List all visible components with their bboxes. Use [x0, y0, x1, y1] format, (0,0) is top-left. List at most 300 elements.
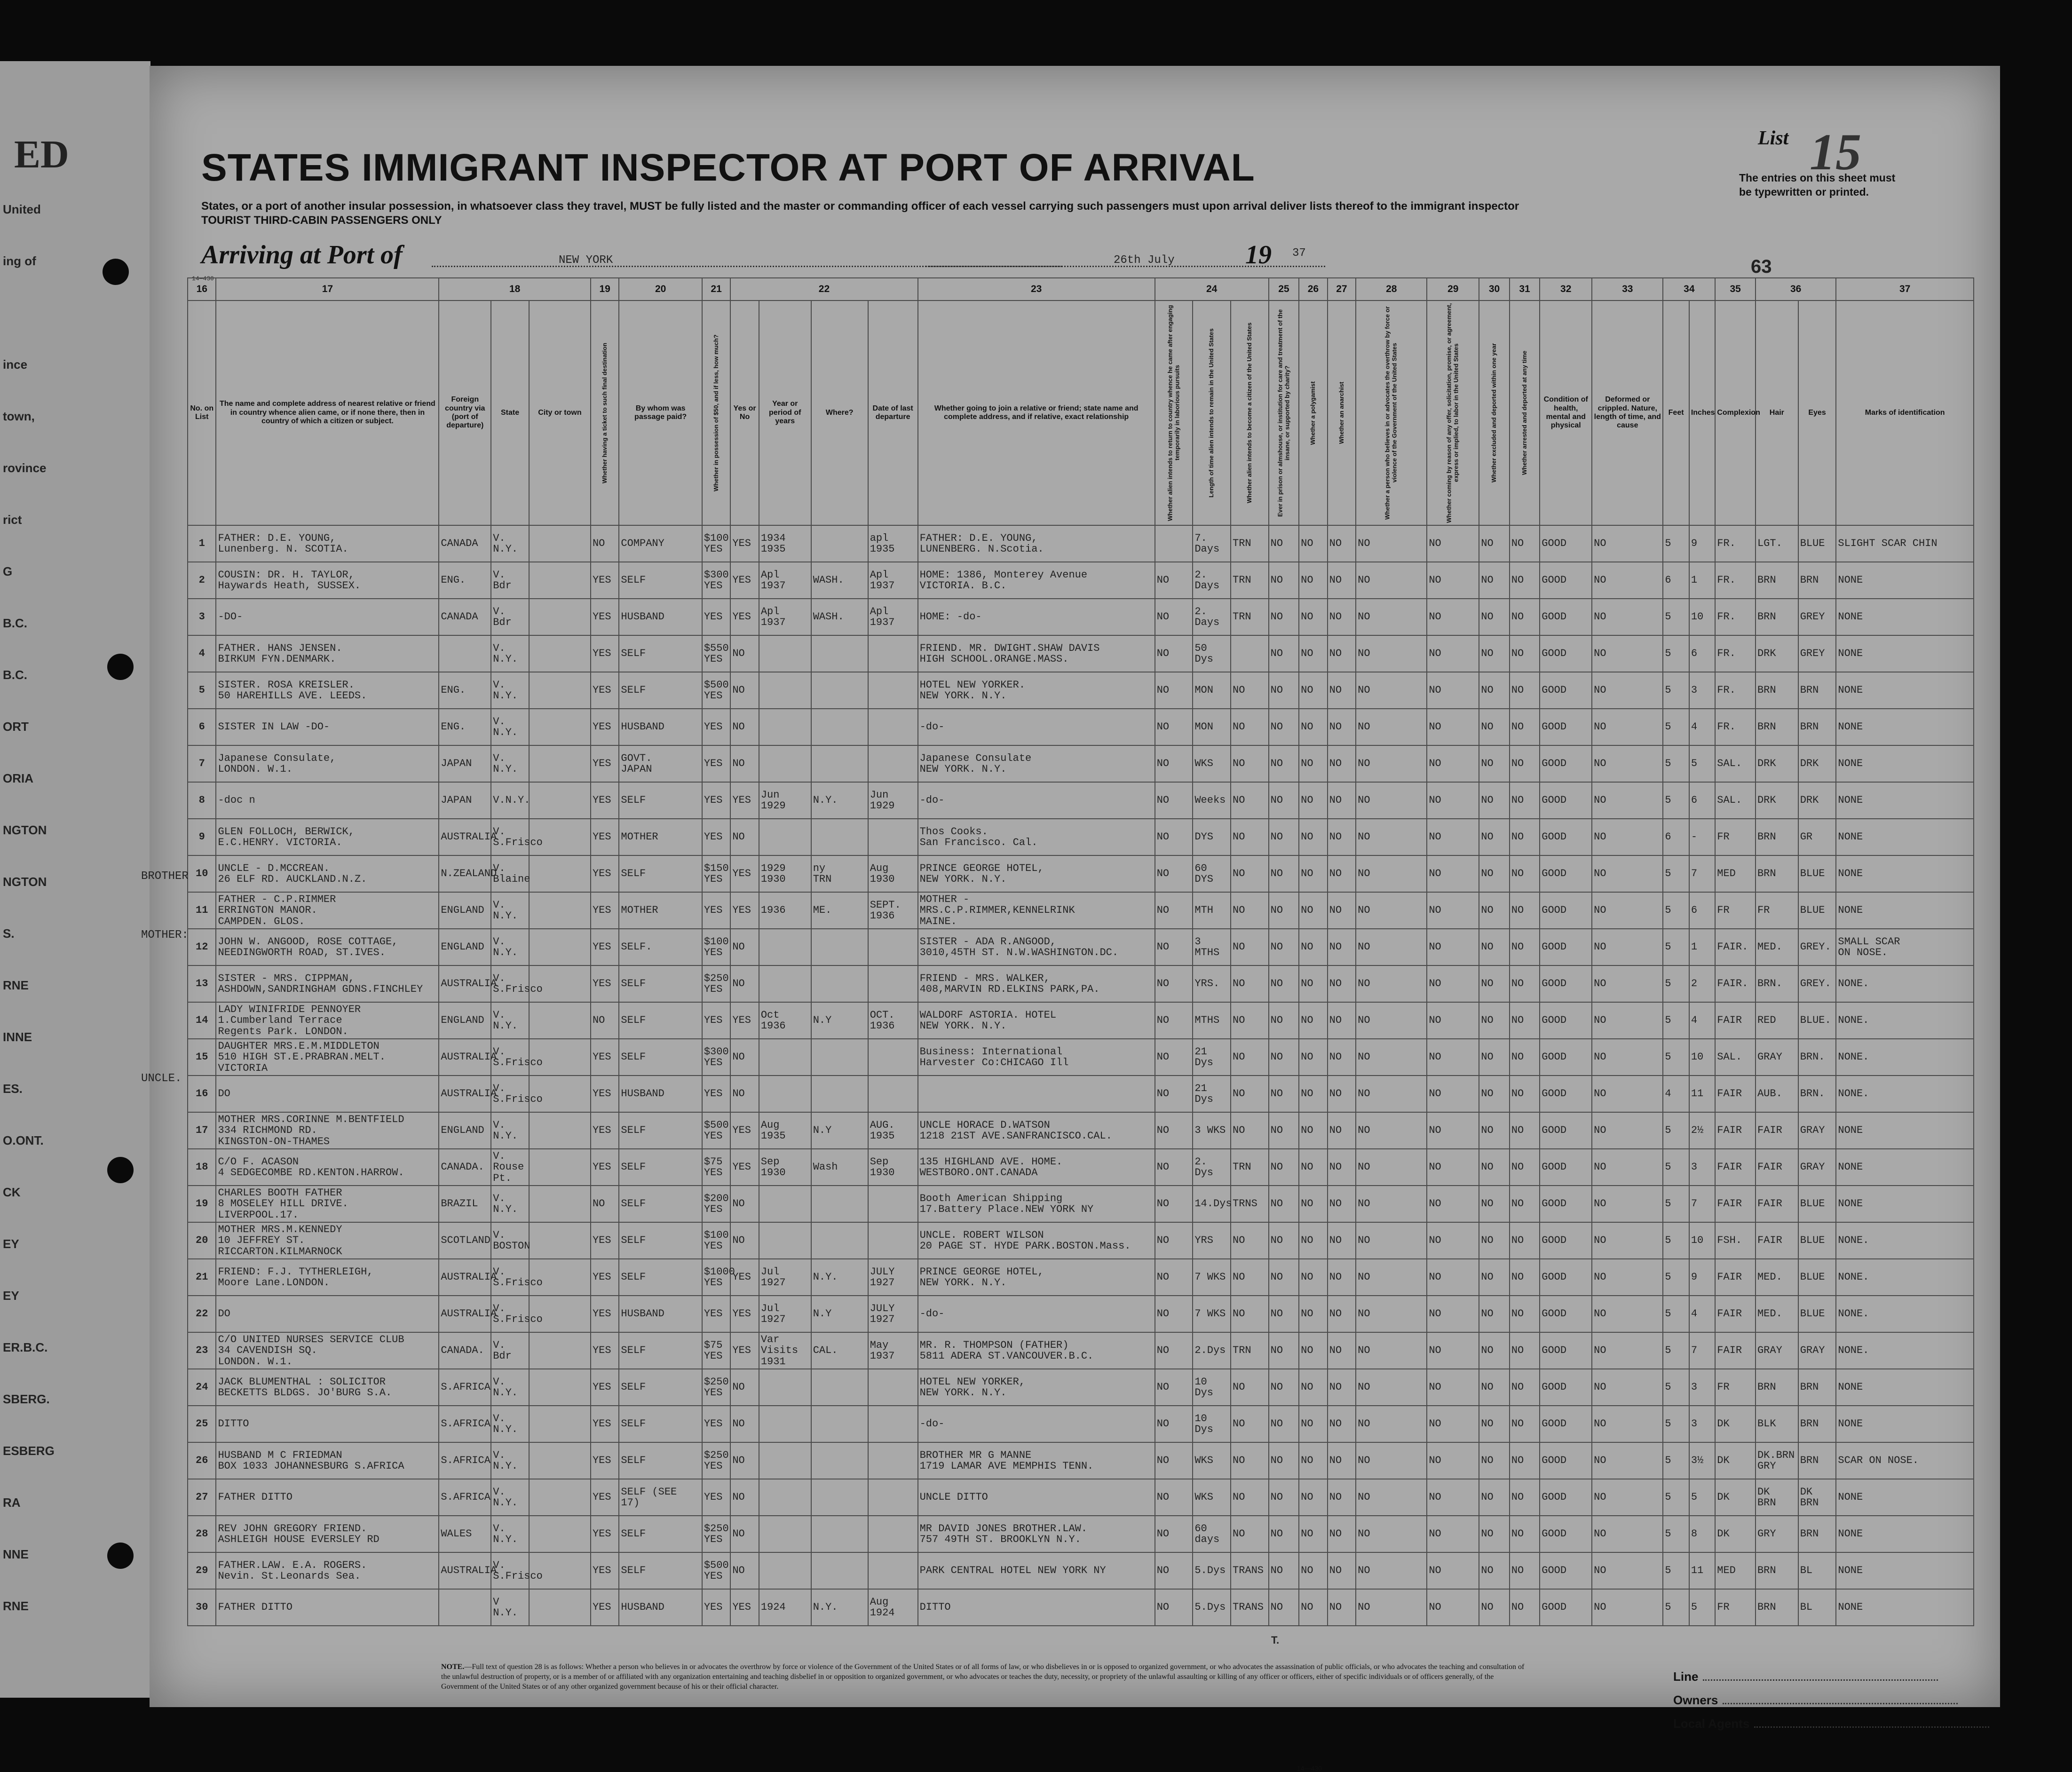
cell-state: V. S.Frisco [491, 1296, 529, 1332]
cell-before: YES [730, 855, 759, 892]
margin-relationship: UNCLE. [141, 1072, 182, 1085]
cell-return: NO [1155, 1222, 1193, 1259]
cell-city [529, 892, 591, 929]
cell-eyes: DK BRN [1798, 1479, 1836, 1516]
cell-marks: NONE. [1836, 1259, 1974, 1296]
cell-excl: NO [1479, 672, 1510, 709]
cell-money: YES [702, 1296, 730, 1332]
cell-inches: 5 [1689, 1479, 1715, 1516]
cell-return: NO [1155, 709, 1193, 745]
cell-relative: REV JOHN GREGORY FRIEND. ASHLEIGH HOUSE EVERSLEY RD [216, 1516, 439, 1552]
cell-eyes: BRN [1798, 1516, 1836, 1552]
cell-overthrow: NO [1356, 965, 1427, 1002]
cell-where: CAL. [811, 1332, 868, 1369]
cell-no: 13 [188, 965, 216, 1002]
agents-label: Local Agents [1673, 1717, 1750, 1731]
cell-inches: 7 [1689, 855, 1715, 892]
cell-length: YRS. [1193, 965, 1231, 1002]
cell-deformed: NO [1592, 672, 1663, 709]
cell-offer: NO [1427, 599, 1479, 635]
cell-return: NO [1155, 745, 1193, 782]
cell-country: AUSTRALIA [439, 1039, 491, 1076]
cell-return: NO [1155, 892, 1193, 929]
cell-join: WALDORF ASTORIA. HOTEL NEW YORK. N.Y. [918, 1002, 1155, 1039]
cell-offer: NO [1427, 929, 1479, 965]
prev-page-fragment: NGTON [3, 823, 47, 837]
cell-ticket: YES [591, 562, 619, 599]
cell-overthrow: NO [1356, 1112, 1427, 1149]
cell-money: $300 YES [702, 1039, 730, 1076]
cell-anarch: NO [1328, 1039, 1356, 1076]
cell-date [868, 1039, 918, 1076]
cell-country: AUSTRALIA [439, 1552, 491, 1589]
cell-prison: NO [1269, 965, 1299, 1002]
cell-before: NO [730, 1552, 759, 1589]
cell-hair: RED [1756, 1002, 1798, 1039]
cell-return: NO [1155, 1259, 1193, 1296]
cell-inches: 1 [1689, 562, 1715, 599]
cell-hair: LGT. [1756, 525, 1798, 562]
cell-anarch: NO [1328, 1149, 1356, 1186]
cell-relative: MOTHER MRS.M.KENNEDY 10 JEFFREY ST. RICCARTON.KILMARNOCK [216, 1222, 439, 1259]
cell-no: 26 [188, 1442, 216, 1479]
cell-excl: NO [1479, 1406, 1510, 1442]
table-row [188, 599, 1974, 635]
cell-ticket: YES [591, 929, 619, 965]
cell-city [529, 1442, 591, 1479]
cell-complexion: FAIR [1715, 1002, 1756, 1039]
cell-return [1155, 525, 1193, 562]
header-eyes: Eyes [1798, 301, 1836, 525]
cell-complexion: FR [1715, 1369, 1756, 1406]
cell-arrest: NO [1510, 892, 1540, 929]
cell-where [811, 929, 868, 965]
cell-overthrow: NO [1356, 1186, 1427, 1222]
cell-hair: DRK [1756, 782, 1798, 819]
table-row [188, 1112, 1974, 1149]
cell-offer: NO [1427, 1112, 1479, 1149]
arriving-label: Arriving at Port of [201, 240, 403, 269]
cell-money: $500 YES [702, 1112, 730, 1149]
cell-citizen: NO [1231, 1296, 1269, 1332]
cell-citizen: NO [1231, 892, 1269, 929]
cell-marks: NONE [1836, 709, 1974, 745]
cell-overthrow: NO [1356, 672, 1427, 709]
prev-page-fragment: ince [3, 357, 28, 372]
cell-state: V. BOSTON [491, 1222, 529, 1259]
cell-money: $250 YES [702, 965, 730, 1002]
colnum: 19 [591, 278, 619, 301]
cell-return: NO [1155, 1039, 1193, 1076]
cell-relative: FATHER DITTO [216, 1589, 439, 1626]
cell-excl: NO [1479, 1552, 1510, 1589]
cell-eyes: BLUE [1798, 1259, 1836, 1296]
cell-hair: MED. [1756, 929, 1798, 965]
cell-return: NO [1155, 1589, 1193, 1626]
cell-prison: NO [1269, 1479, 1299, 1516]
cell-citizen: NO [1231, 1369, 1269, 1406]
cell-country: S.AFRICA [439, 1442, 491, 1479]
cell-paid: SELF [619, 1186, 702, 1222]
prev-page-fragment: RA [3, 1495, 21, 1510]
cell-money: $150 YES [702, 855, 730, 892]
prev-page-fragment: INNE [3, 1030, 32, 1044]
cell-before: YES [730, 599, 759, 635]
header-deformed: Deformed or crippled. Nature, length of time, and cause [1592, 301, 1663, 525]
cell-prison: NO [1269, 1332, 1299, 1369]
prev-page-fragment: United [3, 202, 41, 216]
cell-paid: HUSBAND [619, 709, 702, 745]
cell-where: N.Y [811, 1002, 868, 1039]
cell-excl: NO [1479, 1332, 1510, 1369]
cell-health: GOOD [1540, 819, 1592, 855]
cell-arrest: NO [1510, 1479, 1540, 1516]
cell-length: 60 days [1193, 1516, 1231, 1552]
cell-length: 21 Dys [1193, 1076, 1231, 1112]
cell-feet: 5 [1663, 855, 1689, 892]
cell-arrest: NO [1510, 782, 1540, 819]
cell-year [759, 1406, 811, 1442]
cell-year [759, 1222, 811, 1259]
cell-relative: JOHN W. ANGOOD, ROSE COTTAGE, NEEDINGWORTH ROAD, ST.IVES. [216, 929, 439, 965]
prev-page-fragment: ing of [3, 254, 36, 268]
cell-before: NO [730, 672, 759, 709]
cell-state: V. Blaine [491, 855, 529, 892]
cell-length: 14.Dys [1193, 1186, 1231, 1222]
cell-money: $100 YES [702, 525, 730, 562]
cell-prison: NO [1269, 1222, 1299, 1259]
cell-year [759, 745, 811, 782]
cell-before: NO [730, 1186, 759, 1222]
table-row [188, 819, 1974, 855]
cell-city [529, 1516, 591, 1552]
cell-prison: NO [1269, 599, 1299, 635]
cell-inches: - [1689, 819, 1715, 855]
cell-relative: GLEN FOLLOCH, BERWICK, E.C.HENRY. VICTORIA. [216, 819, 439, 855]
cell-date: JULY 1927 [868, 1259, 918, 1296]
cell-join: FRIEND - MRS. WALKER, 408,MARVIN RD.ELKINS PARK,PA. [918, 965, 1155, 1002]
header-inches: Inches [1689, 301, 1715, 525]
cell-hair: FAIR [1756, 1149, 1798, 1186]
cell-length: MTH [1193, 892, 1231, 929]
cell-arrest: NO [1510, 1076, 1540, 1112]
cell-prison: NO [1269, 1259, 1299, 1296]
header-passage-paid: By whom was passage paid? [619, 301, 702, 525]
cell-year: Apl 1937 [759, 562, 811, 599]
cell-date [868, 1479, 918, 1516]
cell-prison: NO [1269, 672, 1299, 709]
prev-page-fragment: rovince [3, 461, 47, 475]
cell-complexion: FAIR. [1715, 929, 1756, 965]
cell-marks: NONE. [1836, 1076, 1974, 1112]
footnote [441, 1662, 1532, 1692]
header-labor-offer: Whether coming by reason of any offer, solicitation, promise, or agreement, express or implied, to labor in the United States [1427, 301, 1479, 525]
cell-eyes: GREY [1798, 635, 1836, 672]
cell-where [811, 819, 868, 855]
cell-eyes: DRK [1798, 745, 1836, 782]
cell-overthrow: NO [1356, 745, 1427, 782]
cell-offer: NO [1427, 1369, 1479, 1406]
cell-join: -do- [918, 709, 1155, 745]
cell-eyes: BRN [1798, 562, 1836, 599]
cell-join: FRIEND. MR. DWIGHT.SHAW DAVIS HIGH SCHOOL.ORANGE.MASS. [918, 635, 1155, 672]
cell-year: Jul 1927 [759, 1259, 811, 1296]
cell-city [529, 855, 591, 892]
cell-arrest: NO [1510, 672, 1540, 709]
cell-before: YES [730, 1589, 759, 1626]
cell-return: NO [1155, 562, 1193, 599]
cell-relative: JACK BLUMENTHAL : SOLICITOR BECKETTS BLDGS. JO'BURG S.A. [216, 1369, 439, 1406]
cell-ticket: YES [591, 819, 619, 855]
cell-return: NO [1155, 965, 1193, 1002]
colnum: 29 [1427, 278, 1479, 301]
cell-state: V. N.Y. [491, 1479, 529, 1516]
cell-no: 28 [188, 1516, 216, 1552]
cell-where: ny TRN [811, 855, 868, 892]
cell-prison: NO [1269, 1552, 1299, 1589]
table-row [188, 929, 1974, 965]
cell-money: $250 YES [702, 1369, 730, 1406]
cell-no: 9 [188, 819, 216, 855]
cell-hair: DK.BRN GRY [1756, 1442, 1798, 1479]
cell-country [439, 1589, 491, 1626]
cell-ticket: NO [591, 1002, 619, 1039]
colnum: 16 [188, 278, 216, 301]
cell-state: V. N.Y. [491, 525, 529, 562]
cell-prison: NO [1269, 1589, 1299, 1626]
cell-year: 1924 [759, 1589, 811, 1626]
cell-before: NO [730, 1369, 759, 1406]
cell-arrest: NO [1510, 525, 1540, 562]
prev-page-fragment: CK [3, 1185, 21, 1199]
cell-relative: CHARLES BOOTH FATHER 8 MOSELEY HILL DRIVE. LIVERPOOL.17. [216, 1186, 439, 1222]
cell-relative: Japanese Consulate, LONDON. W.1. [216, 745, 439, 782]
table-row [188, 1039, 1974, 1076]
list-label: List [1758, 127, 1789, 149]
cell-no: 14 [188, 1002, 216, 1039]
cell-money: YES [702, 599, 730, 635]
header-relative-address: The name and complete address of nearest relative or friend in country whence alien came, or if none there, then in country of which a citizen or subject. [216, 301, 439, 525]
cell-length: MTHS [1193, 1002, 1231, 1039]
cell-before: YES [730, 525, 759, 562]
cell-ticket: YES [591, 1112, 619, 1149]
cell-inches: 9 [1689, 525, 1715, 562]
cell-date: AUG. 1935 [868, 1112, 918, 1149]
cell-offer: NO [1427, 672, 1479, 709]
cell-arrest: NO [1510, 599, 1540, 635]
table-row [188, 1259, 1974, 1296]
cell-inches: 8 [1689, 1516, 1715, 1552]
prev-page-fragment: O.ONT. [3, 1133, 44, 1147]
cell-health: GOOD [1540, 635, 1592, 672]
cell-eyes: BLUE [1798, 525, 1836, 562]
cell-citizen: NO [1231, 745, 1269, 782]
cell-citizen: NO [1231, 782, 1269, 819]
cell-deformed: NO [1592, 1516, 1663, 1552]
colnum: 33 [1592, 278, 1663, 301]
header-arrested: Whether arrested and deported at any time [1510, 301, 1540, 525]
colnum: 25 [1269, 278, 1299, 301]
cell-city [529, 1222, 591, 1259]
cell-excl: NO [1479, 635, 1510, 672]
cell-join [918, 1076, 1155, 1112]
cell-excl: NO [1479, 525, 1510, 562]
cell-ticket: YES [591, 1516, 619, 1552]
cell-marks: NONE [1836, 635, 1974, 672]
cell-length: 60 DYS [1193, 855, 1231, 892]
cell-health: GOOD [1540, 1222, 1592, 1259]
cell-where [811, 965, 868, 1002]
cell-country: SCOTLAND [439, 1222, 491, 1259]
cell-prison: NO [1269, 709, 1299, 745]
cell-excl: NO [1479, 1259, 1510, 1296]
cell-eyes: BL [1798, 1589, 1836, 1626]
cell-country: ENG. [439, 672, 491, 709]
cell-hair: BRN [1756, 709, 1798, 745]
cell-state: V. N.Y. [491, 1516, 529, 1552]
cell-excl: NO [1479, 782, 1510, 819]
cell-offer: NO [1427, 709, 1479, 745]
cell-country: WALES [439, 1516, 491, 1552]
year-suffix: 37 [1292, 247, 1306, 260]
list-note: be typewritten or printed. [1739, 186, 1869, 198]
cell-city [529, 1002, 591, 1039]
cell-relative: FATHER. HANS JENSEN. BIRKUM FYN.DENMARK. [216, 635, 439, 672]
cell-before: YES [730, 782, 759, 819]
cell-deformed: NO [1592, 892, 1663, 929]
cell-deformed: NO [1592, 562, 1663, 599]
cell-state: V.N.Y. [491, 782, 529, 819]
sheet-number: 63 [1751, 256, 1772, 277]
cell-complexion: DK [1715, 1479, 1756, 1516]
colnum: 37 [1836, 278, 1974, 301]
cell-complexion: FR [1715, 819, 1756, 855]
cell-inches: 1 [1689, 929, 1715, 965]
cell-arrest: NO [1510, 1516, 1540, 1552]
cell-state: V N.Y. [491, 1589, 529, 1626]
cell-feet: 5 [1663, 1479, 1689, 1516]
cell-money: $75 YES [702, 1149, 730, 1186]
cell-return: NO [1155, 1332, 1193, 1369]
instructions: States, or a port of another insular possession, in whatsoever class they travel, MUST be fully listed and the master or commanding officer of each vessel carrying such passengers must upon arrival deliver lists thereof to the immigrant inspector [201, 200, 1519, 213]
cell-year: Oct 1936 [759, 1002, 811, 1039]
cell-date: Sep 1930 [868, 1149, 918, 1186]
binder-hole [107, 1157, 134, 1183]
cell-join: HOTEL NEW YORKER. NEW YORK. N.Y. [918, 672, 1155, 709]
cell-health: GOOD [1540, 1296, 1592, 1332]
cell-money: YES [702, 745, 730, 782]
cell-citizen: NO [1231, 965, 1269, 1002]
cell-no: 17 [188, 1112, 216, 1149]
cell-complexion: FAIR [1715, 1296, 1756, 1332]
cell-arrest: NO [1510, 1369, 1540, 1406]
cell-money: YES [702, 1002, 730, 1039]
cell-relative: DO [216, 1076, 439, 1112]
cell-money: YES [702, 819, 730, 855]
cell-length: 5.Dys [1193, 1589, 1231, 1626]
cell-no: 22 [188, 1296, 216, 1332]
cell-year [759, 1369, 811, 1406]
cell-money: $200 YES [702, 1186, 730, 1222]
cell-complexion: FAIR [1715, 1149, 1756, 1186]
cell-country: S.AFRICA [439, 1479, 491, 1516]
cell-marks: NONE [1836, 1406, 1974, 1442]
cell-ticket: YES [591, 745, 619, 782]
cell-prison: NO [1269, 562, 1299, 599]
cell-year: Sep 1930 [759, 1149, 811, 1186]
cell-relative: FATHER: D.E. YOUNG, Lunenberg. N. SCOTIA. [216, 525, 439, 562]
cell-health: GOOD [1540, 1442, 1592, 1479]
line-field [1673, 1669, 1938, 1684]
cell-relative: MOTHER MRS.CORINNE M.BENTFIELD 334 RICHMOND RD. KINGSTON-ON-THAMES [216, 1112, 439, 1149]
cell-hair: BLK [1756, 1406, 1798, 1442]
cell-arrest: NO [1510, 1039, 1540, 1076]
cell-date: Jun 1929 [868, 782, 918, 819]
cell-arrest: NO [1510, 1186, 1540, 1222]
cell-return: NO [1155, 1552, 1193, 1589]
cell-polyg: NO [1299, 1039, 1327, 1076]
cell-no: 27 [188, 1479, 216, 1516]
cell-where [811, 672, 868, 709]
cell-money: $550 YES [702, 635, 730, 672]
cell-arrest: NO [1510, 1149, 1540, 1186]
cell-before: NO [730, 709, 759, 745]
cell-prison: NO [1269, 855, 1299, 892]
cell-country [439, 635, 491, 672]
cell-country: CANADA. [439, 1332, 491, 1369]
cell-before: YES [730, 1002, 759, 1039]
cell-deformed: NO [1592, 1076, 1663, 1112]
cell-join: SISTER - ADA R.ANGOOD, 3010,45TH ST. N.W.WASHINGTON.DC. [918, 929, 1155, 965]
cell-polyg: NO [1299, 525, 1327, 562]
port-value: NEW YORK [559, 254, 613, 267]
cell-overthrow: NO [1356, 782, 1427, 819]
header-feet: Feet [1663, 301, 1689, 525]
cell-money: $300 YES [702, 562, 730, 599]
cell-prison: NO [1269, 1516, 1299, 1552]
cell-overthrow: NO [1356, 892, 1427, 929]
list-note: The entries on this sheet must [1739, 172, 1896, 184]
cell-before: YES [730, 1112, 759, 1149]
cell-year [759, 1552, 811, 1589]
cell-length: 2. Dys [1193, 1149, 1231, 1186]
cell-length: MON [1193, 709, 1231, 745]
cell-overthrow: NO [1356, 1296, 1427, 1332]
cell-before: YES [730, 1296, 759, 1332]
cell-hair: BRN [1756, 562, 1798, 599]
cell-marks: NONE [1836, 1589, 1974, 1626]
cell-hair: DRK [1756, 745, 1798, 782]
cell-relative: LADY WINIFRIDE PENNOYER 1.Cumberland Terrace Regents Park. LONDON. [216, 1002, 439, 1039]
cell-health: GOOD [1540, 525, 1592, 562]
cell-relative: DO [216, 1296, 439, 1332]
cell-relative: DITTO [216, 1406, 439, 1442]
cell-hair: MED. [1756, 1259, 1798, 1296]
cell-state: V. N.Y. [491, 709, 529, 745]
cell-year: Aug 1935 [759, 1112, 811, 1149]
cell-prison: NO [1269, 1002, 1299, 1039]
cell-paid: HUSBAND [619, 599, 702, 635]
cell-relative: FRIEND: F.J. TYTHERLEIGH, Moore Lane.LONDON. [216, 1259, 439, 1296]
cell-country: AUSTRALIA [439, 1259, 491, 1296]
cell-citizen: NO [1231, 1406, 1269, 1442]
cell-ticket: NO [591, 525, 619, 562]
cell-paid: SELF (SEE 17) [619, 1479, 702, 1516]
cell-join: PRINCE GEORGE HOTEL, NEW YORK. N.Y. [918, 1259, 1155, 1296]
cell-excl: NO [1479, 1149, 1510, 1186]
cell-where: WASH. [811, 599, 868, 635]
cell-year: Var Visits 1931 [759, 1332, 811, 1369]
